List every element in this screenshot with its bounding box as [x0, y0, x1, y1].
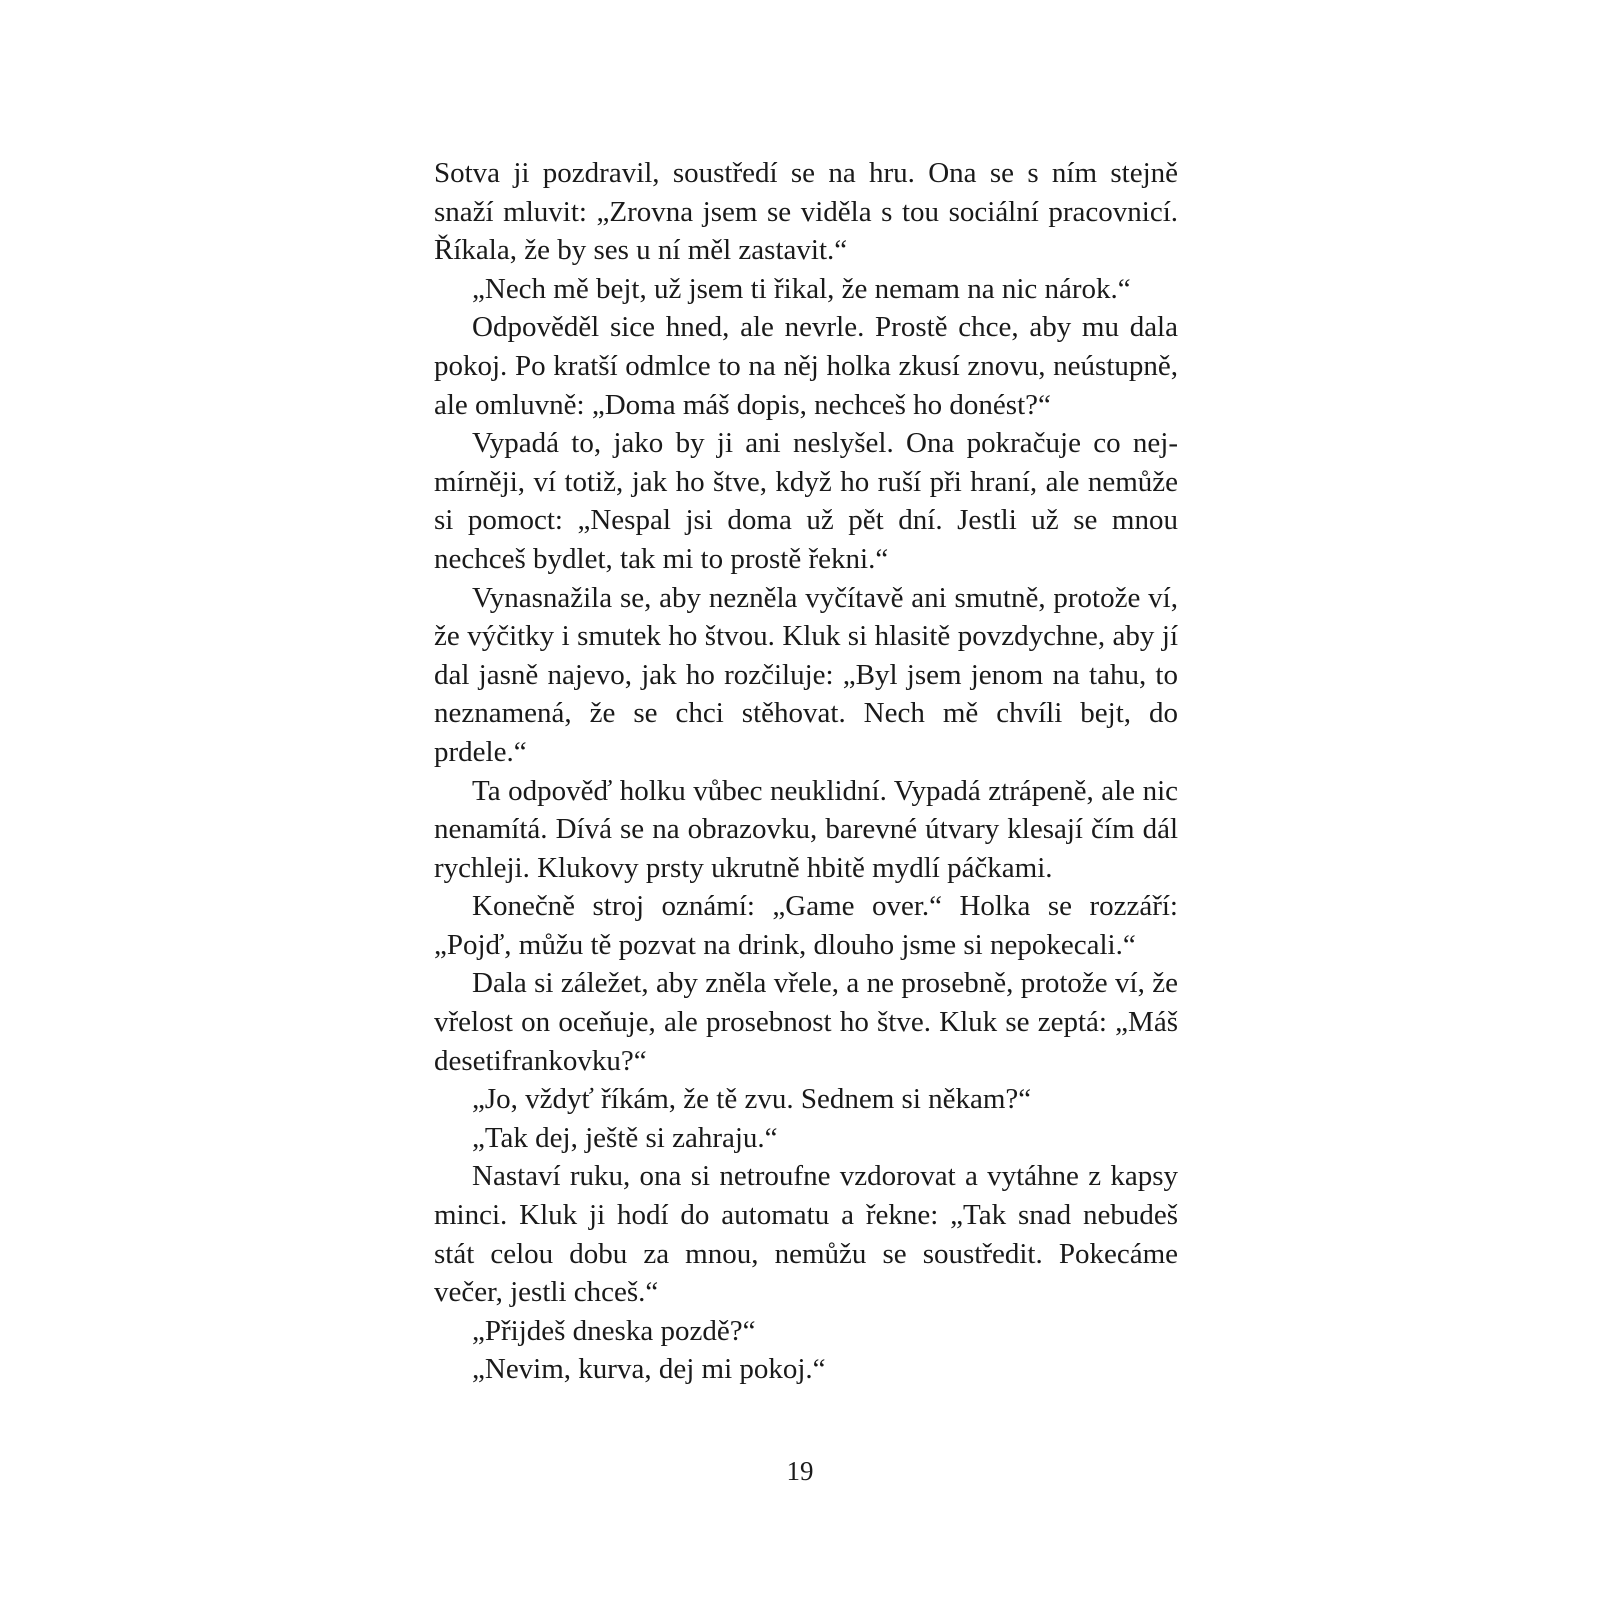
paragraph: Sotva ji pozdravil, soustředí se na hru. Ona se s ním stejně snaží mluvit: „Zrovna jsem se viděla s tou sociální pracovnicí. Říkala, že by ses u ní měl zastavit.“ [434, 157, 1178, 267]
paragraph: Ta odpověď holku vůbec neuklidní. Vypadá ztrápeně, ale nic nenamítá. Dívá se na obrazovku, barevné útvary klesají čím dál rychleji. Klukovy prsty ukrutně hbitě mydlí páčkami. [434, 774, 1178, 884]
page-number: 19 [786, 1456, 814, 1486]
paragraph: Vynasnažila se, aby nezněla vyčítavě ani smutně, protože ví, že výčitky i smutek ho štvou. Kluk si hlasitě povzdychne, aby jí dal jasně najevo, jak ho rozčiluje: „Byl jsem jenom na tahu, to neznamená, že se chci stěhovat. Nech mě chvíli bejt, do prdele.“ [434, 581, 1178, 768]
paragraph: Vypadá to, jako by ji ani neslyšel. Ona pokračuje co nejmírněji, ví totiž, jak ho štve, když ho ruší při hraní, ale nemůže si pomoct: „Nespal jsi doma už pět dní. Jestli už se mnou nechceš bydlet, tak mi to prostě řekni.“ [434, 427, 1178, 575]
paragraph: „Nech mě bejt, už jsem ti řikal, že nemam na nic nárok.“ [472, 272, 1131, 305]
paragraph: Nastaví ruku, ona si netroufne vzdorovat a vytáhne z kapsy minci. Kluk ji hodí do automatu a řekne: „Tak snad nebudeš stát celou dobu za mnou, nemůžu se soustředit. Pokecáme večer, jestli chceš.“ [434, 1160, 1178, 1309]
body-text [434, 154, 1178, 1389]
paragraph: „Nevim, kurva, dej mi pokoj.“ [472, 1353, 826, 1386]
paragraph: Konečně stroj oznámí: „Game over.“ Holka se rozzáří: „Pojď, můžu tě pozvat na drink, dlouho jsme si nepokecali.“ [434, 890, 1178, 961]
paragraph: Dala si záležet, aby zněla vřele, a ne prosebně, protože ví, že vřelost on oceňuje, ale prosebnost ho štve. Kluk se zeptá: „Máš desetifrankovku?“ [434, 967, 1178, 1077]
paragraph: „Tak dej, ještě si zahraju.“ [472, 1121, 778, 1154]
paragraph: „Přijdeš dneska pozdě?“ [472, 1314, 756, 1347]
paragraph: „Jo, vždyť říkám, že tě zvu. Sednem si někam?“ [472, 1083, 1032, 1116]
paragraph: Odpověděl sice hned, ale nevrle. Prostě chce, aby mu dala pokoj. Po kratší odmlce to na něj holka zkusí znovu, neústupně, ale omluvně: „Doma máš dopis, nechceš ho donést?“ [434, 311, 1178, 421]
